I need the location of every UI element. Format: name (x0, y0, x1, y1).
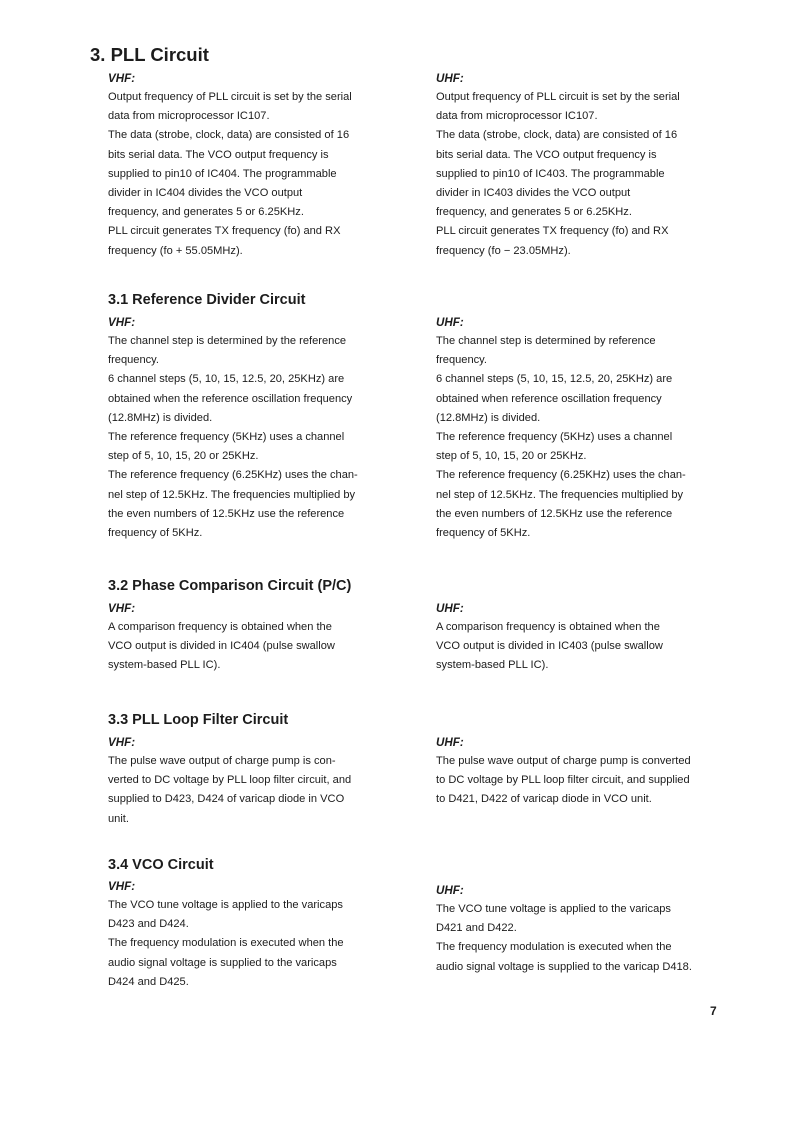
paragraph-line: the even numbers of 12.5KHz use the reference (436, 507, 673, 520)
paragraph-line: (12.8MHz) is divided. (436, 411, 541, 424)
section-3-2-vhf (108, 599, 408, 676)
section-3-1-vhf (108, 313, 408, 543)
section-3-1-uhf (436, 313, 746, 543)
vhf-label: VHF: (108, 602, 136, 615)
paragraph-line: The reference frequency (6.25KHz) uses the chan- (436, 469, 686, 482)
paragraph-line: frequency, and generates 5 or 6.25KHz. (108, 206, 304, 219)
paragraph-line: D421 and D422. (436, 922, 517, 935)
paragraph-line: verted to DC voltage by PLL loop filter circuit, and (108, 774, 352, 787)
paragraph-line: VCO output is divided in IC403 (pulse swallow (436, 640, 663, 653)
paragraph-line: data from microprocessor IC107. (436, 110, 598, 123)
section-3-2-uhf (436, 599, 746, 676)
paragraph-line: frequency of 5KHz. (436, 527, 531, 540)
paragraph-line: The reference frequency (5KHz) uses a channel (436, 431, 673, 444)
paragraph-line: The pulse wave output of charge pump is con- (108, 755, 336, 767)
paragraph-line: The frequency modulation is executed when the (108, 937, 344, 950)
main-title: 3. PLL Circuit (90, 44, 209, 65)
paragraph-line: nel step of 12.5KHz. The frequencies multiplied by (108, 488, 356, 501)
paragraph-line: frequency of 5KHz. (108, 527, 203, 540)
paragraph-line: The reference frequency (6.25KHz) uses the chan- (108, 469, 358, 482)
paragraph-line: The data (strobe, clock, data) are consisted of 16 (108, 129, 350, 142)
paragraph-line: nel step of 12.5KHz. The frequencies multiplied by (436, 488, 684, 501)
paragraph-line: frequency. (436, 354, 487, 367)
section-heading-3-2: 3.2 Phase Comparison Circuit (P/C) (108, 578, 352, 594)
paragraph-line: obtained when the reference oscillation frequency (108, 392, 353, 405)
section-3-4-uhf (436, 881, 746, 977)
vhf-label: VHF: (108, 880, 136, 893)
paragraph-line: to D421, D422 of varicap diode in VCO unit. (436, 793, 652, 806)
paragraph-line: supplied to pin10 of IC404. The programmable (108, 167, 337, 180)
paragraph-line: step of 5, 10, 15, 20 or 25KHz. (436, 450, 587, 463)
paragraph-line: unit. (108, 812, 129, 825)
paragraph-line: system-based PLL IC). (436, 659, 549, 672)
paragraph-line: The frequency modulation is executed when the (436, 941, 672, 954)
paragraph-line: A comparison frequency is obtained when the (436, 621, 660, 633)
vhf-label: VHF: (108, 316, 136, 329)
paragraph-line: PLL circuit generates TX frequency (fo) and RX (108, 225, 341, 238)
paragraph-line: 6 channel steps (5, 10, 15, 12.5, 20, 25KHz) are (436, 373, 673, 386)
uhf-label: UHF: (436, 316, 464, 329)
paragraph-line: PLL circuit generates TX frequency (fo) and RX (436, 225, 669, 238)
paragraph-line: (12.8MHz) is divided. (108, 411, 213, 424)
section-3-4-vhf (108, 877, 408, 992)
paragraph-line: bits serial data. The VCO output frequency is (108, 148, 329, 161)
section-heading-3-3: 3.3 PLL Loop Filter Circuit (108, 712, 289, 728)
paragraph-line: frequency. (108, 354, 159, 367)
paragraph-line: The VCO tune voltage is applied to the varicaps (108, 899, 343, 911)
vhf-label: VHF: (108, 736, 136, 749)
paragraph-line: divider in IC404 divides the VCO output (108, 187, 303, 200)
paragraph-line: bits serial data. The VCO output frequency is (436, 148, 657, 161)
uhf-label: UHF: (436, 72, 464, 85)
section-3-uhf (436, 69, 746, 261)
paragraph-line: divider in IC403 divides the VCO output (436, 187, 631, 200)
paragraph-line: obtained when reference oscillation frequency (436, 392, 662, 405)
paragraph-line: A comparison frequency is obtained when the (108, 621, 332, 633)
section-heading-3-1: 3.1 Reference Divider Circuit (108, 292, 306, 308)
paragraph-line: audio signal voltage is supplied to the varicap D418. (436, 960, 692, 973)
paragraph-line: 6 channel steps (5, 10, 15, 12.5, 20, 25KHz) are (108, 373, 345, 386)
paragraph-line: The data (strobe, clock, data) are consisted of 16 (436, 129, 678, 142)
paragraph-line: VCO output is divided in IC404 (pulse swallow (108, 640, 335, 653)
paragraph-line: The pulse wave output of charge pump is converted (436, 755, 691, 767)
paragraph-line: audio signal voltage is supplied to the varicaps (108, 956, 337, 969)
uhf-label: UHF: (436, 736, 464, 749)
section-3-vhf (108, 69, 408, 261)
page-number: 7 (710, 1004, 717, 1018)
section-heading-3-4: 3.4 VCO Circuit (108, 857, 214, 873)
paragraph-line: the even numbers of 12.5KHz use the reference (108, 507, 345, 520)
paragraph-line: step of 5, 10, 15, 20 or 25KHz. (108, 450, 259, 463)
section-3-3-vhf (108, 733, 408, 829)
paragraph-line: Output frequency of PLL circuit is set by the serial (436, 91, 680, 103)
section-3-3-uhf (436, 733, 746, 810)
paragraph-line: supplied to D423, D424 of varicap diode in VCO (108, 793, 345, 806)
paragraph-line: frequency, and generates 5 or 6.25KHz. (436, 206, 632, 219)
paragraph-line: The channel step is determined by the reference (108, 335, 347, 347)
paragraph-line: D424 and D425. (108, 975, 189, 988)
paragraph-line: frequency (fo − 23.05MHz). (436, 244, 571, 257)
paragraph-line: The reference frequency (5KHz) uses a channel (108, 431, 345, 444)
paragraph-line: data from microprocessor IC107. (108, 110, 270, 123)
vhf-label: VHF: (108, 72, 136, 85)
paragraph-line: The VCO tune voltage is applied to the varicaps (436, 903, 671, 915)
uhf-label: UHF: (436, 884, 464, 897)
uhf-label: UHF: (436, 602, 464, 615)
paragraph-line: Output frequency of PLL circuit is set by the serial (108, 91, 352, 103)
paragraph-line: The channel step is determined by reference (436, 335, 656, 347)
paragraph-line: system-based PLL IC). (108, 659, 221, 672)
paragraph-line: supplied to pin10 of IC403. The programmable (436, 167, 665, 180)
paragraph-line: to DC voltage by PLL loop filter circuit, and supplied (436, 774, 690, 787)
paragraph-line: D423 and D424. (108, 918, 189, 931)
paragraph-line: frequency (fo + 55.05MHz). (108, 244, 243, 257)
